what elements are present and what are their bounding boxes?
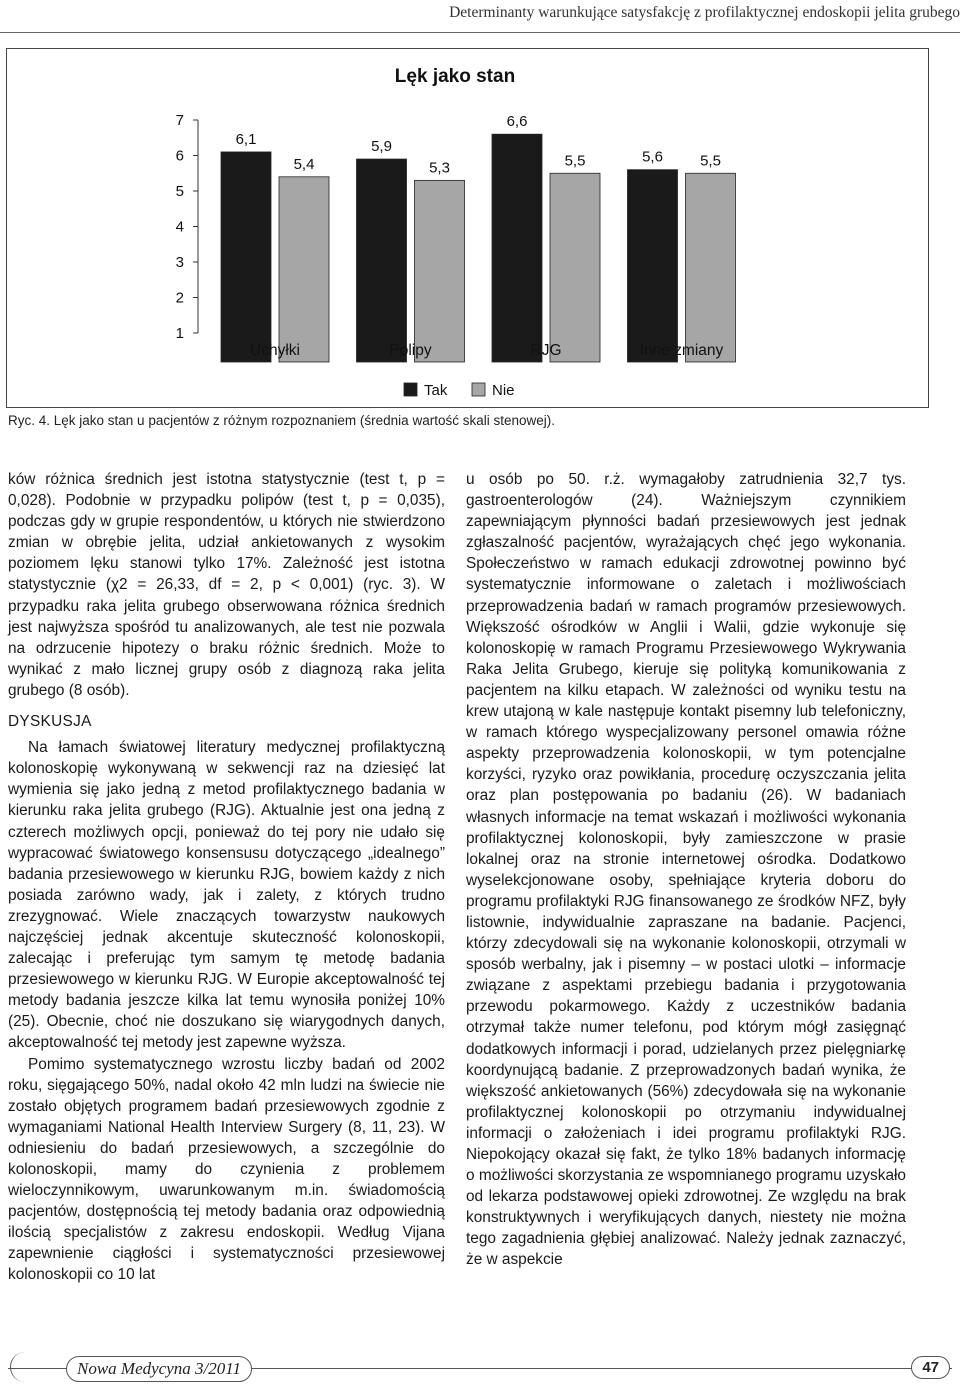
data-label: 6,6 (506, 113, 528, 131)
category-label: Polipy (389, 342, 432, 359)
category-label: Uchyłki (250, 342, 300, 359)
bar-nie (279, 177, 329, 362)
paragraph: Na łamach światowej literatury medycznej profilaktyczną kolonoskopię wykonywaną w sekwencji raz na dziesięć lat wymienia się jako jedną z metod profilaktycznego badania w kierunku raka jelita grubego (RJG). Aktualnie jest ona jedną z czterech możliwych opcji, ponieważ do tej pory nie udało się wypracować światowego konsensusu dotyczącego „idealnego” badania przesiewowego w kierunku RJG, bowiem każdy z nich posiada zarówno wady, jak i zalety, z których trudno zrezygnować. Wiele znaczących towarzystw naukowych najczęściej jednak akcentuje skuteczność kolonoskopii, zalecając i preferując tym samym tę metodę badania przesiewowego w kierunku RJG. W Europie akceptowalność tej metody badania jeszcze kilka lat temu wynosiła poniżej 10% (25). Obecnie, choć nie doszukano się wiarygodnych danych, akceptowalność tej metody jest zapewne wyższa. (8, 739, 445, 1052)
data-label: 5,9 (371, 138, 392, 156)
legend-swatch (472, 383, 485, 396)
legend-label: Nie (492, 382, 515, 399)
y-tick-label: 1 (175, 325, 184, 342)
y-tick-label: 2 (175, 289, 184, 307)
paragraph: ków różnica średnich jest istotna statystycznie (test t, p = 0,028). Podobnie w przypadku polipów (test t, p = 0,035), podczas gdy w grupie respondentów, u których nie stwierdzono zmian w obrębie jelita, udział ankietowanych z wysokim poziomem lęku stanowi tylko 17%. Zależność jest istotna statystycznie (χ2 = 26,33, df = 2, p < 0,001) (ryc. 3). W przypadku raka jelita grubego obserwowana różnica średnich jest najwyższa spośród tu analizowanych, ale test nie pozwala na odrzucenie hipotezy o braku różnic średnich. Może to wynikać z mało licznej grupy osób z diagnozą raka jelita grubego (8 osób). (8, 471, 445, 699)
y-tick-label: 5 (175, 183, 184, 200)
bar-tak (357, 159, 407, 362)
paragraph: u osób po 50. r.ż. wymagałoby zatrudnienia 32,7 tys. gastroenterologów (24). Ważniejszym czynnikiem zapewniającym płynności badań przesiewowych jest jednak zgłaszalność pacjentów, wyrażających chęć jego wykonania. Społeczeństwo w ramach edukacji zdrowotnej powinno być systematycznie informowane o zaletach i możliwościach przeprowadzenia badań w ramach programów przesiewowych. Większość ośrodków w Anglii i Walii, gdzie wykonuje się kolonoskopię w ramach Programu Przesiewowego Wykrywania Raka Jelita Grubego, kieruje się polityką komunikowania z pacjentem na kilku etapach. W zależności od wyniku testu na krew utajoną w kale następuje kontakt pisemny lub telefoniczny, w ramach którego wyspecjalizowany personel omawia różne aspekty przeprowadzenia kolonoskopii, w tym potencjalne korzyści, ryzyko oraz powikłania, procedurę oczyszczania jelita oraz plan postępowania po badaniu (26). W badaniach własnych informacje na temat wskazań i możliwości wykonania profilaktycznej kolonoskopii, były zamieszczone w prasie lokalnej oraz na stronie internetowej ośrodka. Dodatkowo wyselekcjonowane osoby, spełniające kryteria doboru do programu profilaktyki RJG finansowanego ze środków NFZ, były listownie, indywidualnie zapraszane na badanie. Pacjenci, którzy zdecydowali się na wykonanie kolonoskopii, otrzymali w sposób werbalny, jak i pisemny – w postaci ulotki – informacje związane z aspektami przebiegu badania i przygotowania przewodu pokarmowego. Każdy z uczestników badania otrzymał także numer telefonu, pod którym mógł zasięgnąć dodatkowych informacji i porad, udzielanych przez pielęgniarkę koordynującą badanie. Z przeprowadzonych badań wynika, że większość ankietowanych (56%) zdecydowała się na wykonanie profilaktycznej kolonoskopii po otrzymaniu indywidualnej informacji o założeniach i idei programu profilaktyki RJG. Niepokojący okazał się fakt, że tylko 18% badanych informację o możliwości skorzystania ze wspomnianego programu uzyskało od lekarza podstawowej opieki zdrowotnej. Ze względu na brak konstruktywnych i weryfikujących danych, niestety nie można tego zagadnienia głębiej analizować. Należy jednak zaznaczyć, że w aspekcie (466, 471, 906, 1269)
footer (8, 1352, 952, 1384)
category-label: RJG (530, 342, 562, 359)
journal-name: Nowa Medycyna 3/2011 (66, 1356, 252, 1382)
data-label: 5,4 (293, 155, 315, 173)
legend-swatch (404, 383, 417, 396)
bar-tak (492, 134, 542, 362)
legend-label: Tak (424, 382, 448, 399)
data-label: 5,6 (642, 148, 663, 166)
page-number: 47 (911, 1356, 950, 1379)
bar-tak (628, 170, 678, 362)
right-column (466, 469, 906, 1271)
running-head: Determinanty warunkujące satysfakcję z profilaktycznej endoskopii jelita grubego (449, 4, 960, 21)
y-tick-label: 6 (175, 147, 184, 165)
data-label: 5,5 (700, 152, 721, 170)
y-tick-label: 4 (175, 218, 184, 236)
header-rule (0, 32, 960, 33)
section-title: DYSKUSJA (8, 713, 92, 731)
bar-nie (550, 173, 600, 362)
figure-chart (6, 48, 929, 408)
category-label: Inne zmiany (639, 342, 724, 359)
y-tick-label: 7 (175, 112, 184, 129)
chart-title: Lęk jako stan (394, 66, 516, 87)
footer-bracket (10, 1352, 51, 1382)
figure-caption: Ryc. 4. Lęk jako stan u pacjentów z różnym rozpoznaniem (średnia wartość skali stenowej). (8, 413, 555, 428)
bar-nie (415, 180, 465, 362)
data-label: 6,1 (235, 130, 257, 148)
bar-chart (6, 48, 929, 408)
y-tick-label: 3 (175, 254, 184, 271)
bar-nie (686, 173, 736, 362)
bar-tak (221, 152, 271, 362)
left-column (8, 469, 445, 1286)
data-label: 5,5 (564, 152, 586, 170)
data-label: 5,3 (429, 159, 450, 177)
paragraph: Pomimo systematycznego wzrostu liczby badań od 2002 roku, sięgającego 50%, nadal około 42 mln ludzi na świecie nie zostało objętych programem badań przesiewowych zgodnie z wymaganiami National Health Interview Surgery (8, 11, 23). W odniesieniu do badań przesiewowych, a szczególnie do kolonoskopii, mamy do czynienia z problemem wieloczynnikowym, uwarunkowanym m.in. świadomością pacjentów, dostępnością tej metody badania oraz odpowiednią ilością specjalistów z zakresu endoskopii. Według Vijana zapewnienie ciągłości i systematyczności przesiewowej kolonoskopii co 10 lat (8, 1055, 445, 1284)
